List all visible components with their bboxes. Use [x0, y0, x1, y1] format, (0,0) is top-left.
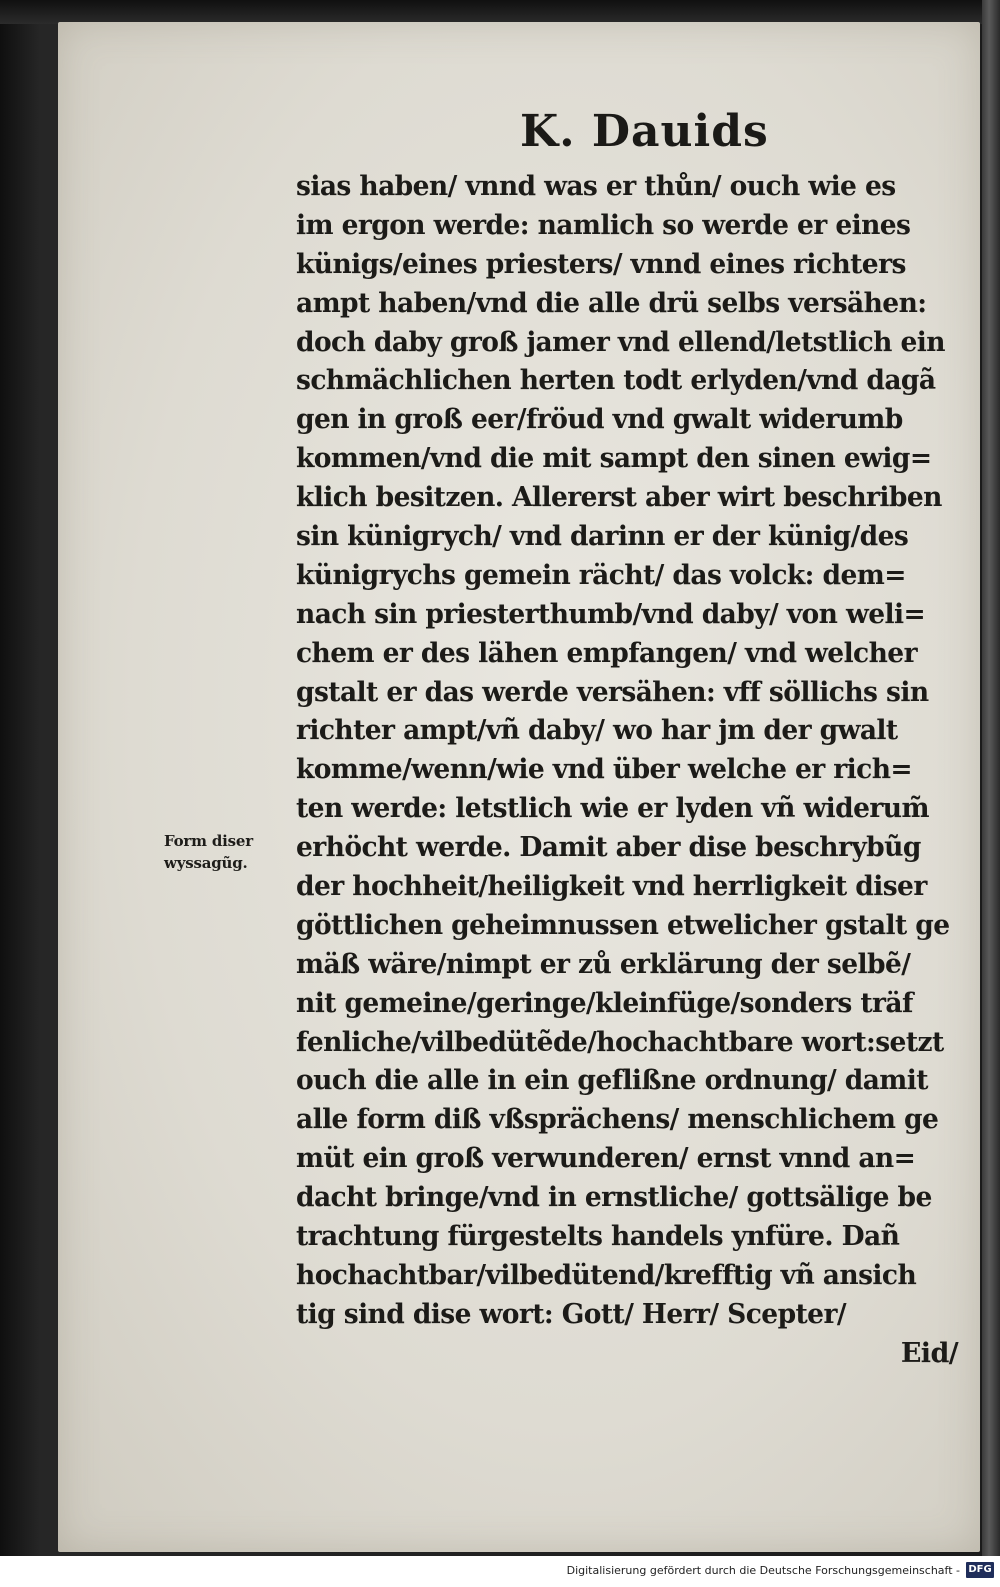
text-line: Eid/	[900, 1337, 958, 1369]
marginal-note	[164, 830, 294, 874]
text-line: sin künigrych/ vnd darinn er der künig/des	[296, 521, 909, 553]
dfg-logo-icon: DFG	[966, 1562, 994, 1578]
text-line: erhöcht werde. Damit aber dise beschrybũg	[296, 832, 921, 864]
text-line: richter ampt/vñ daby/ wo har jm der gwalt	[296, 715, 898, 747]
text-line: schmächlichen herten todt erlyden/vnd dagã	[296, 365, 936, 397]
text-line: komme/wenn/wie vnd über welche er rich=	[296, 754, 913, 786]
footer-bar	[0, 1556, 1000, 1587]
text-line: sias haben/ vnnd was er thůn/ ouch wie es	[296, 171, 896, 202]
text-line: trachtung fürgestelts handels ynfüre. Dañ	[296, 1221, 900, 1253]
text-line: alle form diß vßsprächens/ menschlichem ge	[296, 1104, 939, 1136]
text-line: im ergon werde: namlich so werde er eines	[296, 209, 911, 241]
text-line: nach sin priesterthumb/vnd daby/ von weli=	[296, 598, 926, 630]
text-line: ouch die alle in ein geflißne ordnung/ damit	[296, 1065, 928, 1097]
text-line: chem er des lähen empfangen/ vnd welcher	[296, 637, 917, 669]
text-line: hochachtbar/vilbedütend/krefftig vñ ansich	[296, 1259, 917, 1291]
text-line: künigrychs gemein rächt/ das volck: dem=	[296, 559, 906, 591]
text-line: ten werde: letstlich wie er lyden vñ widerum̃	[296, 793, 929, 825]
text-line: göttlichen geheimnussen etwelicher gstalt ge	[296, 909, 950, 941]
text-line: gstalt er das werde versähen: vff söllichs sin	[296, 676, 929, 708]
text-line: doch daby groß jamer vnd ellend/letstlich ein	[296, 326, 945, 358]
text-line: müt ein groß verwunderen/ ernst vnnd an=	[296, 1143, 916, 1175]
text-line: mäß wäre/nimpt er zů erklärung der selbẽ/	[296, 948, 911, 980]
marginal-note-line-2: wyssagũg.	[164, 854, 248, 872]
body-text	[296, 168, 968, 1374]
text-line: ampt haben/vnd die alle drü selbs versähen:	[296, 287, 927, 319]
scan-right-edge	[982, 0, 1000, 1587]
text-line: nit gemeine/geringe/kleinfüge/sonders träf	[296, 987, 913, 1019]
marginal-note-line-1: Form diser	[164, 832, 253, 850]
text-line: tig sind dise wort: Gott/ Herr/ Scepter/	[296, 1298, 846, 1330]
text-line: klich besitzen. Allererst aber wirt beschriben	[296, 482, 942, 514]
funding-credit: Digitalisierung gefördert durch die Deutsche Forschungsgemeinschaft -	[566, 1564, 960, 1577]
text-line: fenliche/vilbedütẽde/hochachtbare wort:setzt	[296, 1026, 944, 1058]
text-line: künigs/eines priesters/ vnnd eines richters	[296, 248, 906, 280]
text-line: gen in groß eer/fröud vnd gwalt widerumb	[296, 404, 903, 436]
text-line: der hochheit/heiligkeit vnd herrligkeit diser	[296, 871, 927, 903]
running-head: K. Dauids	[520, 106, 769, 157]
text-line: dacht bringe/vnd in ernstliche/ gottsälige be	[296, 1182, 932, 1214]
text-line: kommen/vnd die mit sampt den sinen ewig=	[296, 443, 932, 475]
scan-top-edge	[0, 0, 1000, 24]
